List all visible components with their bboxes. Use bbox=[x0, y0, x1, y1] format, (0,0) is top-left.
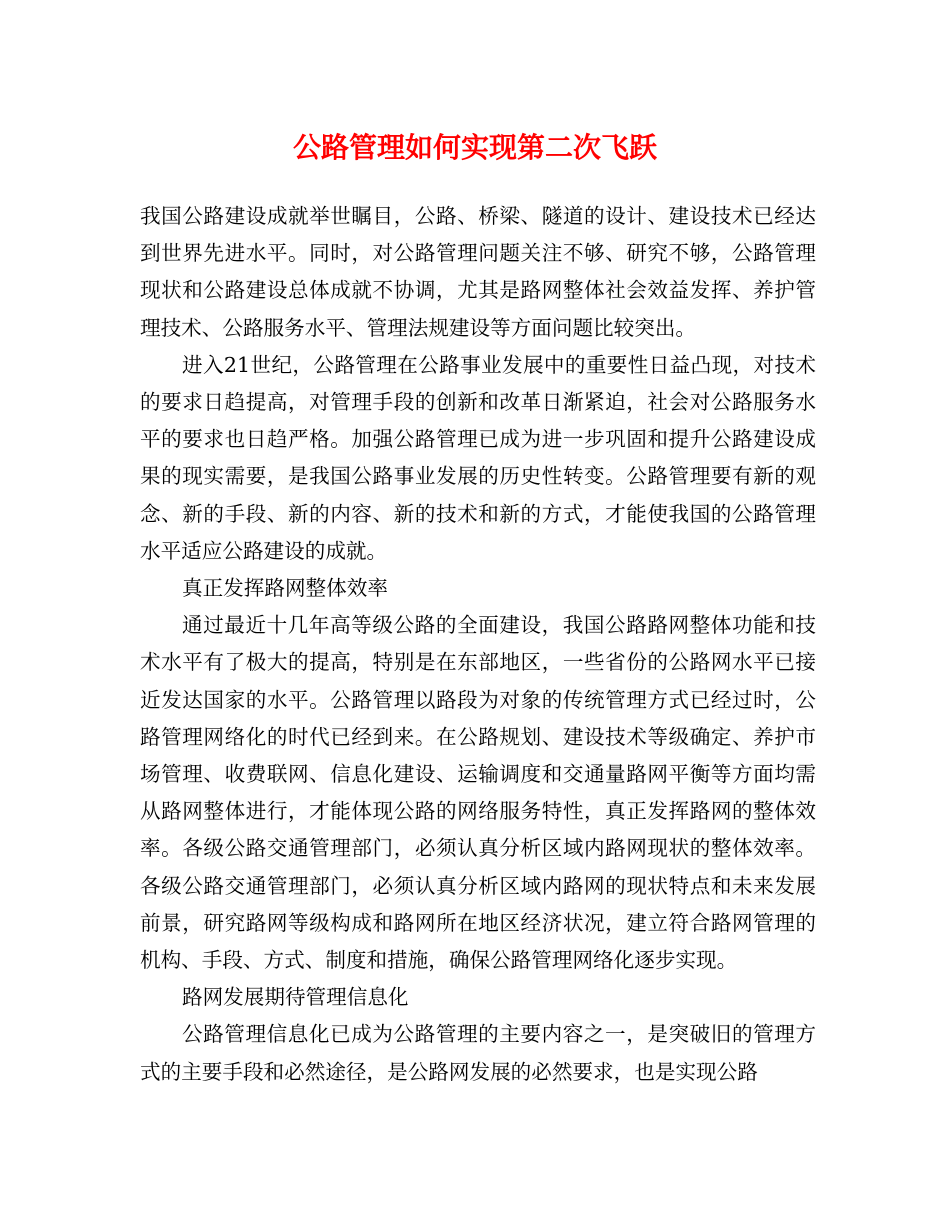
body-paragraph: 公路管理信息化已成为公路管理的主要内容之一，是突破旧的管理方式的主要手段和必然途径，是公路网发展的必然要求，也是实现公路 bbox=[140, 1022, 816, 1084]
section-heading: 路网发展期待管理信息化 bbox=[182, 985, 409, 1010]
section-heading: 真正发挥路网整体效率 bbox=[182, 576, 388, 601]
intro-paragraph: 我国公路建设成就举世瞩目，公路、桥梁、隧道的设计、建设技术已经达到世界先进水平。同时，对公路管理问题关注不够、研究不够，公路管理现状和公路建设总体成就不协调，尤其是路网整体社会效益发挥、养护管理技术、公路服务水平、管理法规建设等方面问题比较突出。 bbox=[140, 204, 816, 340]
body-paragraph: 通过最近十几年高等级公路的全面建设，我国公路路网整体功能和技术水平有了极大的提高，特别是在东部地区，一些省份的公路网水平已接近发达国家的水平。公路管理以路段为对象的传统管理方式已经过时，公路管理网络化的时代已经到来。在公路规划、建设技术等级确定、养护市场管理、收费联网、信息化建设、运输调度和交通量路网平衡等方面均需从路网整体进行，才能体现公路的网络服务特性，真正发挥路网的整体效率。各级公路交通管理部门，必须认真分析区域内路网现状的整体效率。各级公路交通管理部门，必须认真分析区域内路网的现状特点和未来发展前景，研究路网等级构成和路网所在地区经济状况，建立符合路网管理的机构、手段、方式、制度和措施，确保公路管理网络化逐步实现。 bbox=[140, 613, 816, 973]
document-title: 公路管理如何实现第二次飞跃 bbox=[292, 131, 657, 164]
document-body bbox=[140, 198, 816, 1091]
body-paragraph: 进入21世纪，公路管理在公路事业发展中的重要性日益凸现，对技术的要求日趋提高，对管理手段的创新和改革日渐紧迫，社会对公路服务水平的要求也日趋严格。加强公路管理已成为进一步巩固和提升公路建设成果的现实需要，是我国公路事业发展的历史性转变。公路管理要有新的观念、新的手段、新的内容、新的技术和新的方式，才能使我国的公路管理水平适应公路建设的成就。 bbox=[140, 352, 816, 563]
